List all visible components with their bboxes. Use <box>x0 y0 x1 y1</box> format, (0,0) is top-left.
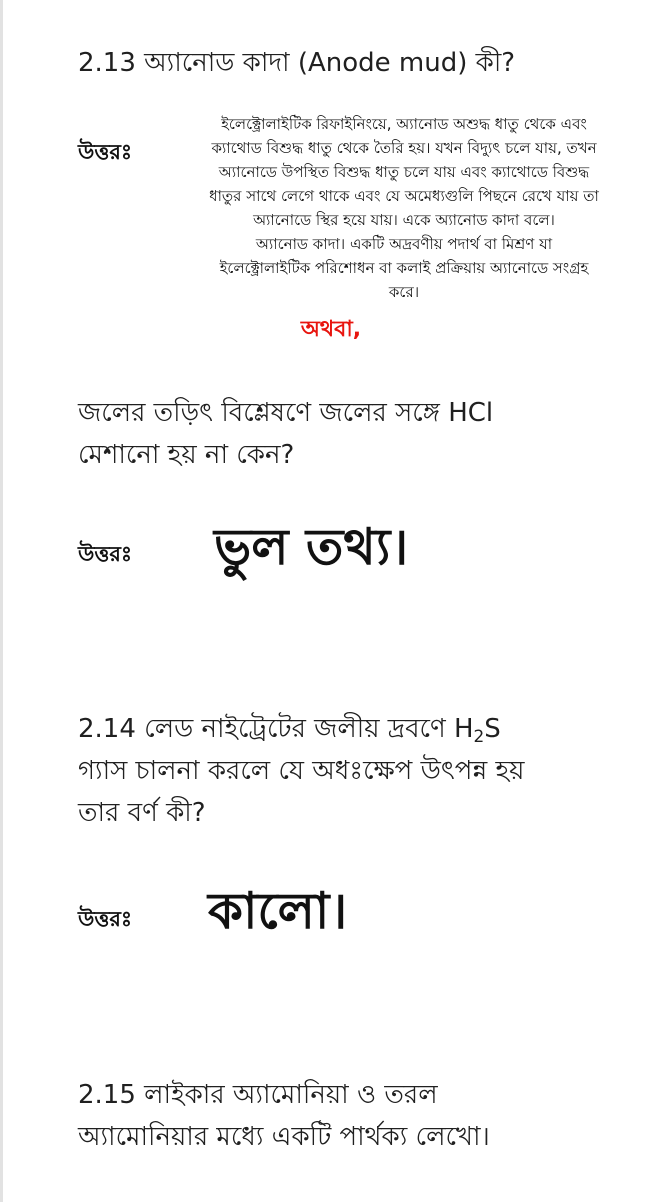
question-2-14-text: 2.14 লেড নাইট্রেটের জলীয় দ্রবণে H <box>78 714 474 744</box>
question-2-13: 2.13 অ্যানোড কাদা (Anode mud) কী? <box>78 48 516 78</box>
answer-2-13-line: ইলেক্ট্রোলাইটিক পরিশোধন বা কলাই প্রক্রিয়ায় অ্যানোডে সংগ্রহ <box>219 259 589 277</box>
answer-2-13-line: ক্যাথোড বিশুদ্ধ ধাতু থেকে তৈরি হয়। যখন বিদ্যুৎ চলে যায়, তখন <box>211 139 597 157</box>
question-2-15-line: অ্যামোনিয়ার মধ্যে একটি পার্থক্য লেখো। <box>78 1122 490 1152</box>
answer-2-14: কালো। <box>208 882 348 940</box>
alt-question-line: জলের তড়িৎ বিশ্লেষণে জলের সঙ্গে HCl <box>78 398 494 428</box>
answer-2-13-line: অ্যানোড কাদা। একটি অদ্রবণীয় পদার্থ বা মিশ্রণ যা <box>255 235 553 253</box>
question-2-14-text: S <box>484 714 501 744</box>
answer-2-13-line: অ্যানোডে স্থির হয়ে যায়। একে অ্যানোড কাদা বলে। <box>253 211 555 229</box>
question-2-15 <box>78 1074 638 1158</box>
answer-label-2-14: উত্তরঃ <box>78 907 133 931</box>
question-2-14-line <box>78 708 638 750</box>
subscript: 2 <box>473 726 485 747</box>
page-left-border <box>0 0 3 1202</box>
answer-2-13-line: করে। <box>388 283 420 301</box>
answer-2-13-line: অ্যানোডে উপস্থিত বিশুদ্ধ ধাতু চলে যায় এবং ক্যাথোডে বিশুদ্ধ <box>218 163 590 181</box>
answer-2-13-line: ইলেক্ট্রোলাইটিক রিফাইনিংয়ে, অ্যানোড অশুদ্ধ ধাতু থেকে এবং <box>221 115 587 133</box>
alt-question-line: মেশানো হয় না কেন? <box>78 440 295 470</box>
question-2-14 <box>78 708 638 834</box>
or-separator: অথবা, <box>300 317 362 342</box>
answer-2-13-line: ধাতুর সাথে লেগে থাকে এবং যে অমেধ্যগুলি পিছনে রেখে যায় তা <box>209 187 599 205</box>
question-2-14-line: গ্যাস চালনা করলে যে অধঃক্ষেপ উৎপন্ন হয় <box>78 756 525 786</box>
answer-label-alt: উত্তরঃ <box>78 542 133 566</box>
answer-label-2-13: উত্তরঃ <box>78 140 133 164</box>
question-2-15-line: 2.15 লাইকার অ্যামোনিয়া ও তরল <box>78 1080 438 1110</box>
answer-2-13 <box>162 112 646 304</box>
question-2-14-line: তার বর্ণ কী? <box>78 798 206 828</box>
answer-alt: ভুল তথ্য। <box>214 518 409 576</box>
alt-question <box>78 392 638 476</box>
